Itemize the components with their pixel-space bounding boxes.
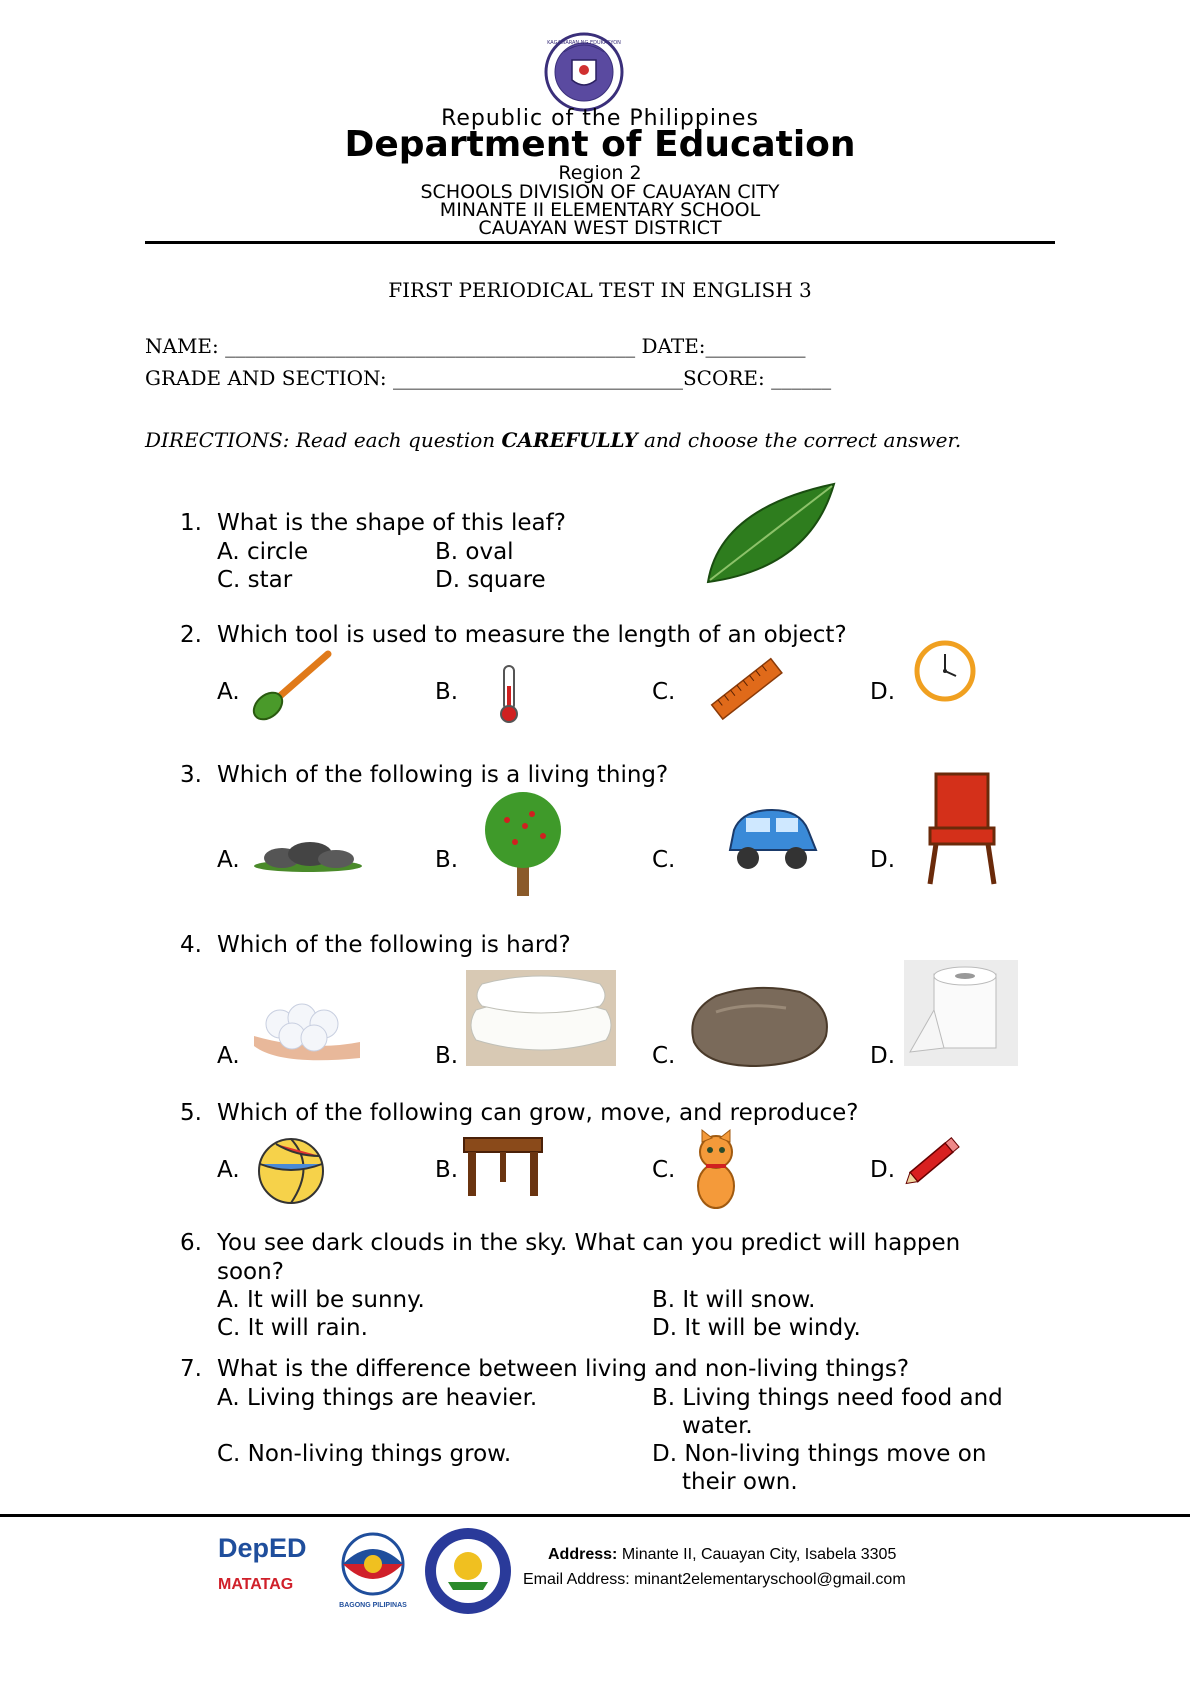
spoon-image[interactable] <box>250 648 335 723</box>
q7-option-b-continued: water. <box>682 1413 753 1439</box>
q3-option-a[interactable]: A. <box>217 847 240 873</box>
directions-emphasis: CAREFULLY <box>501 428 638 452</box>
q7-option-b[interactable]: B. Living things need food and <box>652 1385 1003 1411</box>
grade-field[interactable]: _____________________________ <box>392 366 683 390</box>
q6-option-a[interactable]: A. It will be sunny. <box>217 1287 425 1313</box>
date-label: DATE: <box>641 334 706 358</box>
q5-option-d[interactable]: D. <box>870 1157 896 1183</box>
q1-number: 1. <box>180 510 202 536</box>
name-row <box>145 334 806 358</box>
q7-text: What is the difference between living and non-living things? <box>217 1356 910 1382</box>
school-seal <box>423 1526 513 1616</box>
rock-image[interactable] <box>686 982 832 1068</box>
header-division: SCHOOLS DIVISION OF CAUAYAN CITY <box>420 181 780 203</box>
q3-option-d[interactable]: D. <box>870 847 896 873</box>
email-label: Email Address: <box>523 1571 630 1588</box>
q7-option-d-continued: their own. <box>682 1469 798 1495</box>
q6-number: 6. <box>180 1230 202 1256</box>
cotton-balls-image[interactable] <box>250 996 365 1066</box>
car-image[interactable] <box>722 800 822 876</box>
date-field[interactable]: __________ <box>705 334 806 358</box>
header-republic: Republic of the Philippines <box>441 106 759 131</box>
q4-option-d[interactable]: D. <box>870 1043 896 1069</box>
q2-option-c[interactable]: C. <box>652 679 676 705</box>
score-field[interactable]: ______ <box>771 366 832 390</box>
q5-option-b[interactable]: B. <box>435 1157 459 1183</box>
address-line <box>548 1546 896 1564</box>
q4-text: Which of the following is hard? <box>217 932 571 958</box>
chair-image[interactable] <box>916 768 1008 888</box>
q7-option-a[interactable]: A. Living things are heavier. <box>217 1385 538 1411</box>
grade-row <box>145 366 831 390</box>
q1-option-c[interactable]: C. star <box>217 567 293 593</box>
name-label: NAME: <box>145 334 219 358</box>
q6-text-continued: soon? <box>217 1259 284 1285</box>
directions-text-2: and choose the correct answer. <box>643 428 962 452</box>
q1-option-d[interactable]: D. square <box>435 567 546 593</box>
q1-option-b[interactable]: B. oval <box>435 539 514 565</box>
header-divider <box>145 241 1055 244</box>
q7-option-c[interactable]: C. Non-living things grow. <box>217 1441 512 1467</box>
cat-image[interactable] <box>688 1128 744 1212</box>
q4-number: 4. <box>180 932 202 958</box>
clock-image[interactable] <box>914 640 976 702</box>
q5-text: Which of the following can grow, move, and reproduce? <box>217 1100 859 1126</box>
table-image[interactable] <box>462 1132 544 1198</box>
q3-option-c[interactable]: C. <box>652 847 676 873</box>
q5-option-a[interactable]: A. <box>217 1157 240 1183</box>
q6-text: You see dark clouds in the sky. What can you predict will happen <box>217 1230 961 1256</box>
q7-option-d[interactable]: D. Non-living things move on <box>652 1441 987 1467</box>
thermometer-image[interactable] <box>496 664 522 724</box>
deped-seal <box>544 32 624 112</box>
deped-matatag-logo <box>218 1530 310 1614</box>
leaf-image <box>700 478 840 588</box>
score-label: SCORE: <box>682 366 765 390</box>
q2-option-d[interactable]: D. <box>870 679 896 705</box>
q4-option-a[interactable]: A. <box>217 1043 240 1069</box>
q2-option-b[interactable]: B. <box>435 679 459 705</box>
directions-label: DIRECTIONS: <box>145 428 290 452</box>
seal-text: KAGAWARAN NG EDUKASYON <box>547 40 621 46</box>
q6-option-b[interactable]: B. It will snow. <box>652 1287 816 1313</box>
q6-option-d[interactable]: D. It will be windy. <box>652 1315 861 1341</box>
q1-option-a[interactable]: A. circle <box>217 539 309 565</box>
pillows-image[interactable] <box>466 970 616 1066</box>
address-label: Address: <box>548 1546 618 1563</box>
q4-option-c[interactable]: C. <box>652 1043 676 1069</box>
email-line <box>523 1571 906 1589</box>
header-district: CAUAYAN WEST DISTRICT <box>478 217 722 239</box>
header-department: Department of Education <box>344 124 856 165</box>
name-field[interactable]: _________________________________________ <box>225 334 636 358</box>
bagong-pilipinas-text: BAGONG PILIPINAS <box>339 1602 407 1609</box>
test-title: FIRST PERIODICAL TEST IN ENGLISH 3 <box>388 278 812 302</box>
matatag-logo-text: MATATAG <box>218 1576 294 1593</box>
header-region: Region 2 <box>558 162 642 184</box>
q5-number: 5. <box>180 1100 202 1126</box>
ruler-image[interactable] <box>710 656 785 724</box>
ball-image[interactable] <box>256 1136 326 1206</box>
q2-option-a[interactable]: A. <box>217 679 240 705</box>
q3-option-b[interactable]: B. <box>435 847 459 873</box>
pencil-image[interactable] <box>898 1128 968 1194</box>
q2-number: 2. <box>180 622 202 648</box>
q7-number: 7. <box>180 1356 202 1382</box>
bagong-pilipinas-logo <box>330 1528 416 1616</box>
directions-text-1: Read each question <box>295 428 496 452</box>
rocks-image[interactable] <box>252 838 364 872</box>
q6-option-c[interactable]: C. It will rain. <box>217 1315 368 1341</box>
q1-text: What is the shape of this leaf? <box>217 510 566 536</box>
header-school: MINANTE II ELEMENTARY SCHOOL <box>439 199 761 221</box>
tissue-roll-image[interactable] <box>904 960 1018 1066</box>
q2-text: Which tool is used to measure the length of an object? <box>217 622 847 648</box>
directions <box>145 428 961 452</box>
address-text: Minante II, Cauayan City, Isabela 3305 <box>621 1546 897 1563</box>
footer-divider <box>0 1514 1190 1517</box>
grade-label: GRADE AND SECTION: <box>145 366 387 390</box>
q3-text: Which of the following is a living thing? <box>217 762 669 788</box>
q3-number: 3. <box>180 762 202 788</box>
deped-logo-text: DepED <box>218 1533 307 1563</box>
q4-option-b[interactable]: B. <box>435 1043 459 1069</box>
q5-option-c[interactable]: C. <box>652 1157 676 1183</box>
tree-image[interactable] <box>477 790 569 900</box>
email-link[interactable]: minant2elementaryschool@gmail.com <box>634 1571 906 1588</box>
